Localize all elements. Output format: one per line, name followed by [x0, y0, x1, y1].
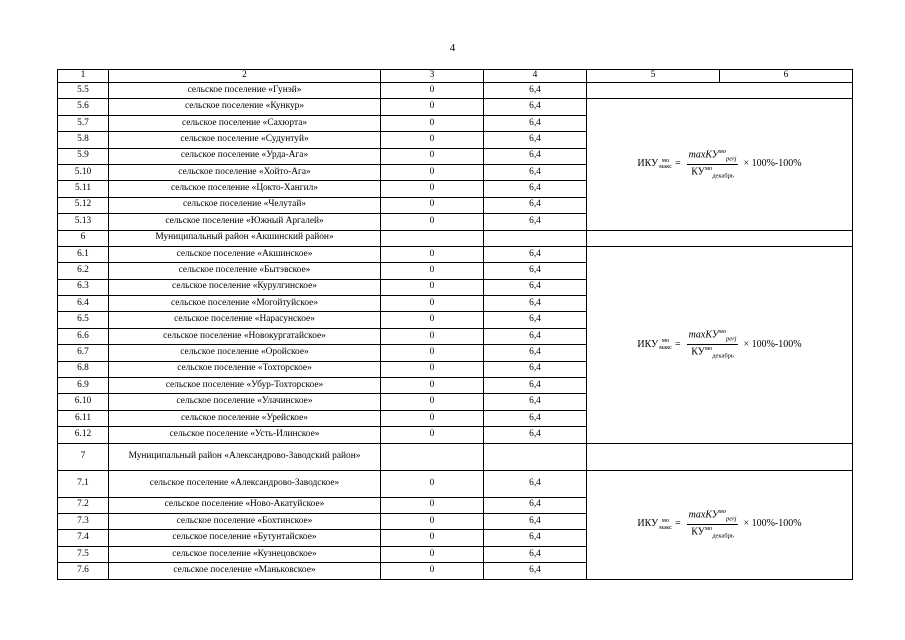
formula-tail: × 100%-100% — [743, 518, 802, 530]
row-number: 6.1 — [58, 246, 109, 262]
row-number: 7.2 — [58, 497, 109, 513]
row-col3: 0 — [381, 563, 484, 579]
formula-lhs-sub: макс — [659, 163, 673, 171]
table-row — [58, 83, 853, 99]
formula-denominator — [691, 525, 734, 540]
formula-numerator-sub: perj — [725, 515, 737, 523]
formula-denominator-main: КУ — [691, 166, 705, 178]
formula-lhs: ИКУ — [637, 518, 659, 530]
row-number: 6.9 — [58, 378, 109, 394]
row-col4: 6,4 — [484, 148, 587, 164]
row-col3: 0 — [381, 345, 484, 361]
table-row — [58, 99, 853, 115]
row-name: сельское поселение «Убур-Тохторское» — [109, 378, 381, 394]
row-col4: 6,4 — [484, 410, 587, 426]
formula-lhs-sub: макс — [659, 523, 673, 531]
row-number: 6.12 — [58, 427, 109, 443]
row-col4: 6,4 — [484, 530, 587, 546]
formula-denominator-main: КУ — [691, 526, 705, 538]
row-col56 — [587, 230, 853, 246]
row-col4: 6,4 — [484, 427, 587, 443]
row-name: сельское поселение «Бытэвское» — [109, 263, 381, 279]
row-col4: 6,4 — [484, 197, 587, 213]
row-col4: 6,4 — [484, 99, 587, 115]
row-col56 — [587, 443, 853, 470]
row-number: 6.8 — [58, 361, 109, 377]
formula-lhs-sup: мо — [661, 517, 670, 525]
row-col3 — [381, 443, 484, 470]
row-col4: 6,4 — [484, 181, 587, 197]
row-col3 — [381, 230, 484, 246]
formula-cell — [587, 246, 853, 443]
index-formula — [637, 509, 801, 540]
formula-numerator-sup: мо — [718, 508, 726, 516]
row-col4: 6,4 — [484, 83, 587, 99]
header-cell: 6 — [720, 70, 853, 83]
row-name: сельское поселение «Урейское» — [109, 410, 381, 426]
row-col4: 6,4 — [484, 214, 587, 230]
row-number: 6.11 — [58, 410, 109, 426]
row-name: сельское поселение «Усть-Илинское» — [109, 427, 381, 443]
row-col3: 0 — [381, 197, 484, 213]
row-col4: 6,4 — [484, 361, 587, 377]
row-col4 — [484, 443, 587, 470]
row-col3: 0 — [381, 148, 484, 164]
index-formula — [637, 149, 801, 180]
row-col3: 0 — [381, 83, 484, 99]
row-number: 6.6 — [58, 328, 109, 344]
row-number: 5.12 — [58, 197, 109, 213]
header-cell: 5 — [587, 70, 720, 83]
formula-denominator — [691, 345, 734, 360]
row-name: сельское поселение «Александрово-Заводское» — [109, 470, 381, 497]
row-col4: 6,4 — [484, 497, 587, 513]
table-row — [58, 246, 853, 262]
row-number: 5.8 — [58, 132, 109, 148]
formula-numerator-main: maxКУ — [688, 149, 719, 161]
row-col3: 0 — [381, 410, 484, 426]
formula-equals: = — [675, 518, 681, 530]
row-number: 5.5 — [58, 83, 109, 99]
row-col3: 0 — [381, 378, 484, 394]
row-col3: 0 — [381, 328, 484, 344]
row-col4: 6,4 — [484, 470, 587, 497]
row-number: 5.6 — [58, 99, 109, 115]
row-number: 6.7 — [58, 345, 109, 361]
formula-lhs-sup: мо — [661, 337, 670, 345]
formula-lhs-sup: мо — [661, 156, 670, 164]
formula-lhs-sub: макс — [659, 343, 673, 351]
row-name: Муниципальный район «Акшинский район» — [109, 230, 381, 246]
row-col3: 0 — [381, 115, 484, 131]
row-col4: 6,4 — [484, 394, 587, 410]
header-cell: 1 — [58, 70, 109, 83]
row-name: сельское поселение «Нарасунское» — [109, 312, 381, 328]
header-cell: 3 — [381, 70, 484, 83]
row-col3: 0 — [381, 164, 484, 180]
formula-lhs: ИКУ — [637, 338, 659, 350]
row-col3: 0 — [381, 181, 484, 197]
row-name: сельское поселение «Маньковское» — [109, 563, 381, 579]
row-col3: 0 — [381, 427, 484, 443]
formula-denominator-sup: мо — [704, 345, 713, 353]
row-col3: 0 — [381, 513, 484, 529]
formula-numerator-sup: мо — [718, 148, 726, 156]
row-col3: 0 — [381, 546, 484, 562]
row-number: 6.5 — [58, 312, 109, 328]
formula-denominator-sub: декабрь — [712, 172, 734, 180]
row-col4 — [484, 230, 587, 246]
row-name: сельское поселение «Тохторское» — [109, 361, 381, 377]
row-col3: 0 — [381, 312, 484, 328]
row-col4: 6,4 — [484, 279, 587, 295]
row-name: сельское поселение «Кункур» — [109, 99, 381, 115]
row-number: 6.4 — [58, 296, 109, 312]
row-col4: 6,4 — [484, 563, 587, 579]
row-name: сельское поселение «Новокургатайское» — [109, 328, 381, 344]
formula-numerator — [687, 149, 739, 165]
row-col3: 0 — [381, 530, 484, 546]
row-number: 6.3 — [58, 279, 109, 295]
formula-cell — [587, 99, 853, 230]
row-name: сельское поселение «Бутунтайское» — [109, 530, 381, 546]
row-name: сельское поселение «Курулгинское» — [109, 279, 381, 295]
row-name: сельское поселение «Урда-Ага» — [109, 148, 381, 164]
row-col3: 0 — [381, 99, 484, 115]
row-col4: 6,4 — [484, 513, 587, 529]
row-col4: 6,4 — [484, 328, 587, 344]
row-col4: 6,4 — [484, 378, 587, 394]
row-number: 6 — [58, 230, 109, 246]
row-col4: 6,4 — [484, 115, 587, 131]
table-row — [58, 230, 853, 246]
header-cell: 4 — [484, 70, 587, 83]
row-name: сельское поселение «Улачинское» — [109, 394, 381, 410]
formula-numerator — [687, 329, 739, 345]
row-col4: 6,4 — [484, 296, 587, 312]
row-name: сельское поселение «Гунэй» — [109, 83, 381, 99]
formula-denominator-sub: декабрь — [712, 352, 734, 360]
row-col4: 6,4 — [484, 132, 587, 148]
row-name: сельское поселение «Сахюрта» — [109, 115, 381, 131]
row-col3: 0 — [381, 296, 484, 312]
formula-equals: = — [675, 158, 681, 170]
formula-numerator-sup: мо — [718, 328, 726, 336]
formula-cell — [587, 470, 853, 579]
row-number: 5.11 — [58, 181, 109, 197]
row-name: сельское поселение «Судунтуй» — [109, 132, 381, 148]
row-name: сельское поселение «Ново-Акатуйское» — [109, 497, 381, 513]
formula-equals: = — [675, 338, 681, 350]
row-col3: 0 — [381, 279, 484, 295]
table-row — [58, 443, 853, 470]
row-number: 7.4 — [58, 530, 109, 546]
row-number: 7.3 — [58, 513, 109, 529]
row-col3: 0 — [381, 214, 484, 230]
formula-tail: × 100%-100% — [743, 158, 802, 170]
row-name: сельское поселение «Акшинское» — [109, 246, 381, 262]
row-name: сельское поселение «Оройское» — [109, 345, 381, 361]
row-col3: 0 — [381, 361, 484, 377]
row-name: сельское поселение «Кузнецовское» — [109, 546, 381, 562]
formula-denominator-sup: мо — [704, 164, 713, 172]
row-number: 7 — [58, 443, 109, 470]
row-name: сельское поселение «Челутай» — [109, 197, 381, 213]
row-number: 6.2 — [58, 263, 109, 279]
table-header-row — [58, 70, 853, 83]
allocation-table — [57, 69, 853, 580]
formula-numerator-sub: perj — [725, 155, 737, 163]
row-col4: 6,4 — [484, 546, 587, 562]
row-col4: 6,4 — [484, 263, 587, 279]
row-col4: 6,4 — [484, 164, 587, 180]
row-number: 5.9 — [58, 148, 109, 164]
row-col3: 0 — [381, 394, 484, 410]
row-name: Муниципальный район «Александрово-Заводский район» — [109, 443, 381, 470]
row-col4: 6,4 — [484, 312, 587, 328]
row-name: сельское поселение «Цокто-Хангил» — [109, 181, 381, 197]
formula-numerator-main: maxКУ — [688, 329, 719, 341]
formula-tail: × 100%-100% — [743, 338, 802, 350]
table-row — [58, 470, 853, 497]
row-number: 7.5 — [58, 546, 109, 562]
formula-numerator-main: maxКУ — [688, 509, 719, 521]
row-col56 — [587, 83, 853, 99]
row-col3: 0 — [381, 470, 484, 497]
row-number: 6.10 — [58, 394, 109, 410]
formula-denominator-main: КУ — [691, 346, 705, 358]
formula-denominator — [691, 165, 734, 180]
index-formula — [637, 329, 801, 360]
row-number: 7.6 — [58, 563, 109, 579]
row-number: 5.10 — [58, 164, 109, 180]
row-col4: 6,4 — [484, 246, 587, 262]
row-col3: 0 — [381, 246, 484, 262]
row-col3: 0 — [381, 132, 484, 148]
row-col4: 6,4 — [484, 345, 587, 361]
page-number: 4 — [449, 42, 456, 54]
formula-lhs: ИКУ — [637, 158, 659, 170]
formula-numerator-sub: perj — [725, 335, 737, 343]
row-name: сельское поселение «Могойтуйское» — [109, 296, 381, 312]
header-cell: 2 — [109, 70, 381, 83]
row-name: сельское поселение «Хойто-Ага» — [109, 164, 381, 180]
formula-numerator — [687, 509, 739, 525]
row-number: 5.13 — [58, 214, 109, 230]
row-col3: 0 — [381, 263, 484, 279]
row-name: сельское поселение «Бохтинское» — [109, 513, 381, 529]
row-number: 7.1 — [58, 470, 109, 497]
row-name: сельское поселение «Южный Аргалей» — [109, 214, 381, 230]
row-number: 5.7 — [58, 115, 109, 131]
formula-denominator-sup: мо — [704, 525, 713, 533]
formula-denominator-sub: декабрь — [712, 532, 734, 540]
row-col3: 0 — [381, 497, 484, 513]
